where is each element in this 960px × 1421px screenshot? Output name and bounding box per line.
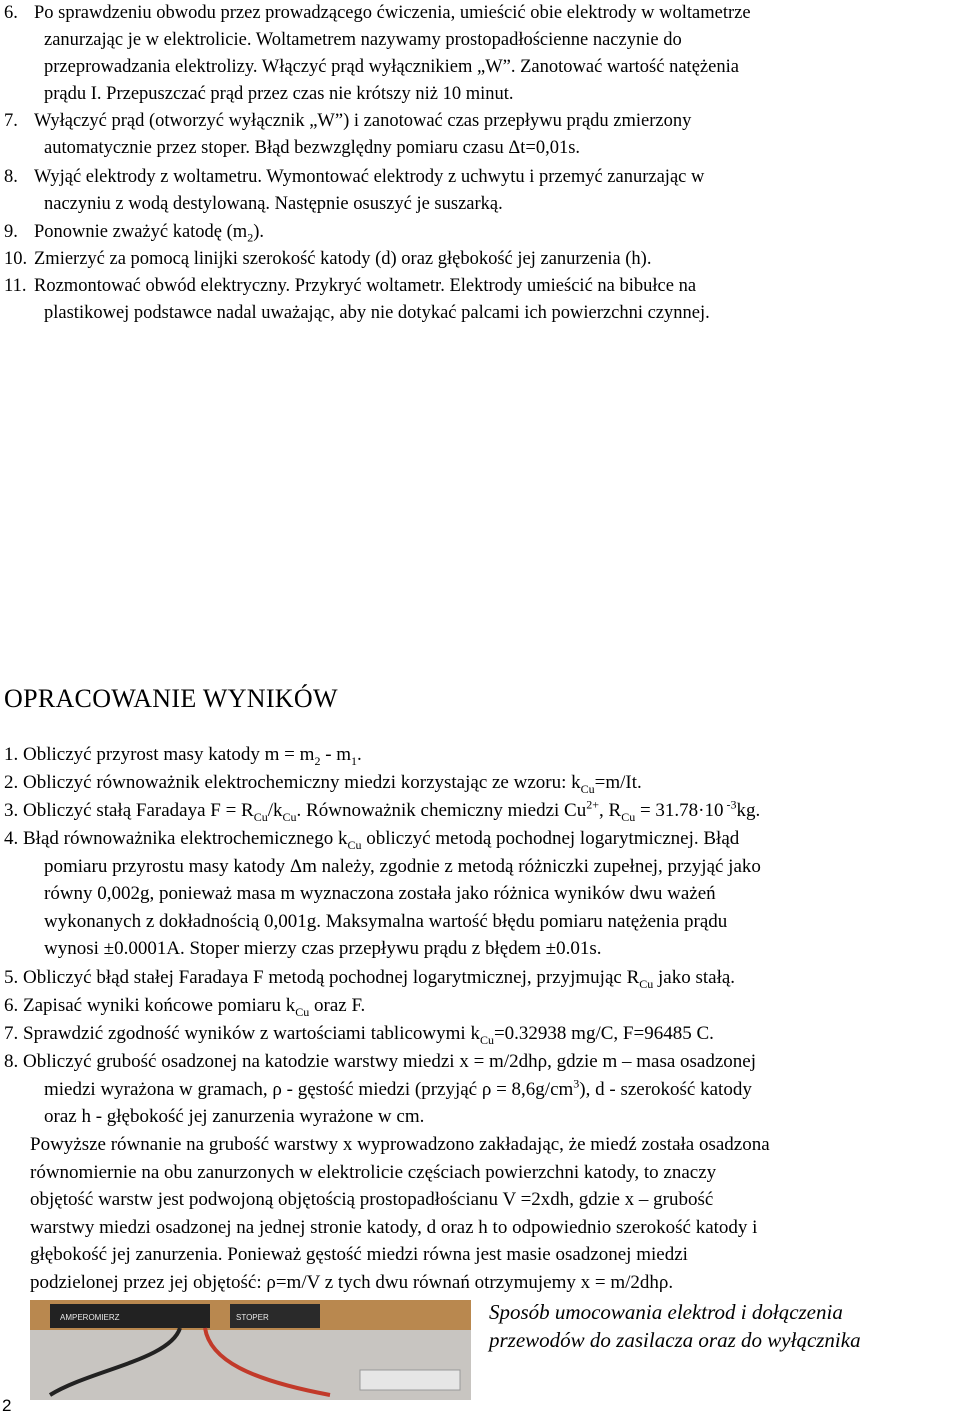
subscript: Cu [253,809,268,824]
text: miedzi wyrażona w gramach, ρ - gęstość miedzi (przyjąć ρ = 8,6g/cm [44,1078,574,1100]
step-number: 11. [4,276,27,296]
text: kg. [736,800,761,821]
section-heading: OPRACOWANIE WYNIKÓW [4,684,338,713]
paragraph-line: warstwy miedzi osadzonej na jednej stronie katody, d oraz h to odpowiednio szerokość katody i [30,1216,758,1238]
apparatus-photo [30,1300,471,1400]
step-6 [4,0,952,108]
paragraph-line: objętość warstw jest podwojoną objętością prostopadłościanu V =2xdh, gdzie x – grubość [30,1189,714,1210]
result-item-3 [4,797,952,825]
text: 6. Zapisać wyniki końcowe pomiaru k [4,995,296,1016]
text: 5. Obliczyć błąd stałej Faradaya F metodą pochodnej logarytmicznej, przyjmując R [4,967,640,988]
step-text-line: automatycznie przez stoper. Błąd bezwzględny pomiaru czasu Δt=0,01s. [44,138,581,158]
text: 3. Obliczyć stałą Faradaya F = R [4,800,254,821]
step-number: 6. [4,3,18,23]
stoper-label: STOPER [236,1313,269,1322]
text: =0.32938 mg/C, F=96485 C. [493,1023,714,1044]
step-text-line: zanurzając je w elektrolicie. Woltametrem nazywamy prostopadłościenne naczynie do [44,30,682,50]
text: obliczyć metodą pochodnej logarytmicznej. Błąd [361,828,740,849]
paragraph-line: podzielonej przez jej objętość: ρ=m/V z tych dwu równań otrzymujemy x = m/2dhρ. [30,1271,674,1293]
subscript: Cu [621,809,636,824]
explanation-paragraph [30,1131,950,1296]
photo-caption [489,1298,861,1354]
step-text-end: ). [253,222,264,242]
result-item-7 [4,1020,952,1048]
superscript: 2+ [586,797,600,812]
step-9 [4,219,952,246]
apparatus-illustration [30,1300,471,1400]
step-text: Rozmontować obwód elektryczny. Przykryć woltametr. Elektrody umieścić na bibułce na [34,276,697,296]
step-text: Po sprawdzeniu obwodu przez prowadzącego ćwiczenia, umieścić obie elektrody w woltametrze [34,3,751,23]
text: oraz F. [309,995,366,1016]
subscript: Cu [639,976,654,991]
paragraph-line: równomiernie na obu zanurzonych w elektrolicie częściach powierzchni katody, to znaczy [30,1161,717,1183]
text: - m [320,744,352,765]
text: =m/It. [594,772,642,793]
step-text-line: przeprowadzania elektrolizy. Włączyć prąd wyłącznikiem „W”. Zanotować wartość natężenia [44,57,739,77]
step-text-line: naczyniu z wodą destylowaną. Następnie osuszyć je suszarką. [44,194,503,214]
step-text-line: prądu I. Przepuszczać prąd przez czas nie krótszy niż 10 minut. [44,84,514,104]
text-line: wykonanych z dokładnością 0,001g. Maksymalna wartość błędu pomiaru natężenia prądu [44,910,728,932]
step-8 [4,164,952,218]
step-text: Ponownie zważyć katodę (m [34,222,248,242]
subscript: 1 [351,753,358,768]
subscript: Cu [580,781,595,796]
step-11 [4,273,952,327]
subscript: Cu [282,809,297,824]
caption-line: Sposób umocowania elektrod i dołączenia [489,1300,843,1324]
text-line: wynosi ±0.0001A. Stoper mierzy czas przepływu prądu z błędem ±0.01s. [44,938,602,959]
text: 4. Błąd równoważnika elektrochemicznego k [4,828,348,849]
step-text: Wyjąć elektrody z woltametru. Wymontować elektrody z uchwytu i przemyć zanurzając w [34,167,705,187]
text: 8. Obliczyć grubość osadzonej na katodzie warstwy miedzi x = m/2dhρ, gdzie m – masa osadzonej [4,1051,757,1072]
step-text: Zmierzyć za pomocą linijki szerokość katody (d) oraz głębokość jej zanurzenia (h). [34,249,652,269]
text: 1. Obliczyć przyrost masy katody m = m [4,744,315,765]
step-number: 9. [4,222,18,242]
result-item-4 [4,825,952,963]
step-number: 10. [4,249,28,269]
text-line: pomiaru przyrostu masy katody Δm należy, zgodnie z metodą różniczki zupełnej, przyjąć jako [44,855,761,877]
text: . Równoważnik chemiczny miedzi Cu [296,800,587,821]
text: 7. Sprawdzić zgodność wyników z wartościami tablicowymi k [4,1023,480,1044]
step-text-line: plastikowej podstawce nadal uważając, aby nie dotykać palcami ich powierzchni czynnej. [44,303,710,323]
result-item-2 [4,769,952,797]
text-line [4,1076,952,1104]
ammeter-label: AMPEROMIERZ [60,1313,120,1322]
subscript: Cu [295,1004,310,1019]
superscript: -3 [723,797,737,812]
caption-line: przewodów do zasilacza oraz do wyłącznika [489,1328,861,1352]
text: jako stałą. [653,967,736,988]
subscript: Cu [479,1032,494,1047]
paragraph-line: Powyższe równanie na grubość warstwy x wyprowadzono zakładając, że miedź została osadzona [30,1134,770,1155]
text-line: oraz h - głębokość jej zanurzenia wyrażone w cm. [44,1106,425,1127]
paragraph-line: głębokość jej zanurzenia. Ponieważ gęstość miedzi równa jest masie osadzonej miedzi [30,1244,688,1265]
step-number: 7. [4,111,18,131]
text-line: równy 0,002g, ponieważ masa m wyznaczona została jako różnica wyników dwu ważeń [44,883,716,904]
text: . [357,744,362,765]
text: 2. Obliczyć równoważnik elektrochemiczny miedzi korzystając ze wzoru: k [4,772,581,793]
step-text: Wyłączyć prąd (otworzyć wyłącznik „W”) i zanotować czas przepływu prądu zmierzony [34,111,692,131]
text: /k [267,800,283,821]
text: = 31.78·10 [635,800,724,821]
superscript: 3 [573,1076,580,1091]
result-item-5 [4,964,952,992]
step-number: 8. [4,167,18,187]
step-10 [4,246,952,273]
subscript: 2 [247,230,254,245]
page-number: 2 [2,1396,12,1415]
result-item-1 [4,741,952,769]
text: , R [599,800,622,821]
result-item-6 [4,992,952,1020]
result-item-8 [4,1048,952,1131]
text: ), d - szerokość katody [579,1078,752,1100]
step-7 [4,108,952,162]
subscript: Cu [347,837,362,852]
subscript: 2 [314,753,321,768]
